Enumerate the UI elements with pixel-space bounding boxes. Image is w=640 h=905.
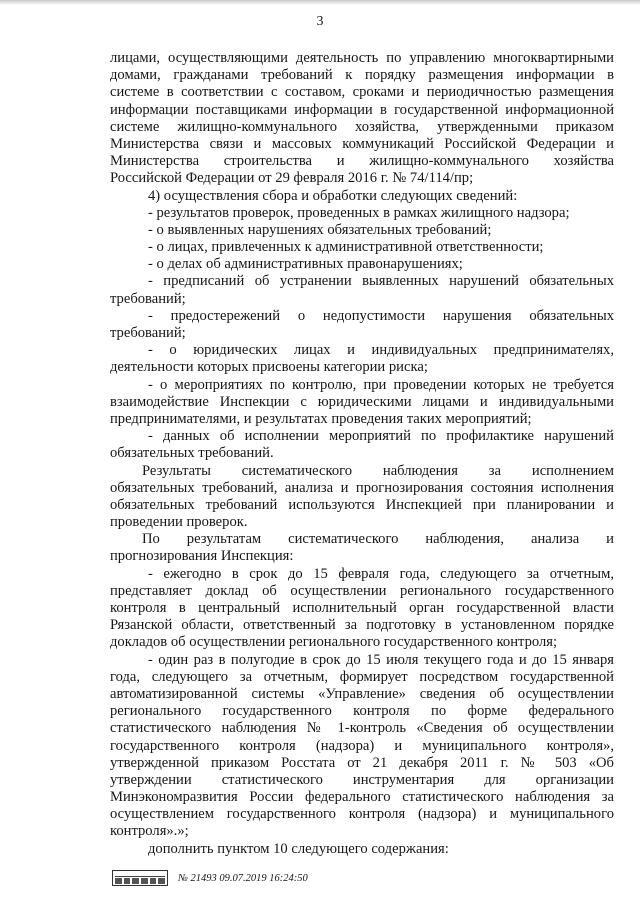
text-line: - один раз в полугодие в срок до 15 июля текущего года и до 15 января: [148, 651, 614, 668]
text-line: утверждении статистического инструментария для организации: [110, 771, 614, 788]
text-line: Министерства строительства и жилищно-коммунального хозяйства: [110, 153, 614, 170]
text-line: Минэкономразвития России федерального статистического наблюдения за: [110, 789, 614, 806]
text-line: - результатов проверок, проведенных в рамках жилищного надзора;: [148, 204, 570, 221]
text-line: домами, гражданами требований к порядку размещения информации в: [110, 67, 614, 84]
text-line: По результатам систематического наблюдения, анализа и: [142, 531, 614, 548]
text-line: контроля».»;: [110, 823, 189, 840]
text-line: требований;: [110, 290, 186, 307]
text-line: - данных об исполнении мероприятий по профилактике нарушений: [148, 428, 614, 445]
text-line: деятельности которых присвоены категории риска;: [110, 359, 428, 376]
text-line: системе в соответствии с составом, сроками и периодичностью размещения: [110, 84, 614, 101]
text-line: осуществлением государственного контроля (надзора) и муниципального: [110, 806, 614, 823]
text-line: 4) осуществления сбора и обработки следующих сведений:: [148, 187, 518, 204]
text-line: взаимодействие Инспекции с юридическими лицами и индивидуальными: [110, 393, 614, 410]
text-line: требований;: [110, 325, 186, 341]
text-line: обязательных требований, анализа и прогнозирования состояния исполнения: [110, 479, 614, 496]
text-line: автоматизированной системы «Управление» сведения об осуществлении: [110, 685, 614, 702]
text-line: утвержденной приказом Росстата от 21 декабря 2011 г. № 503 «Об: [110, 754, 614, 771]
text-line: обязательных требований используются Инспекцией при планировании и: [110, 496, 614, 513]
text-line: - о юридических лицах и индивидуальных предпринимателях,: [148, 342, 614, 359]
text-line: обязательных требований.: [110, 445, 274, 462]
text-line: - о мероприятиях по контролю, при проведении которых не требуется: [148, 376, 614, 393]
scan-edge: [0, 0, 640, 5]
text-line: - предостережений о недопустимости нарушения обязательных: [148, 307, 614, 324]
text-line: предпринимателями, и результатах проведения таких мероприятий;: [110, 410, 532, 427]
text-line: - о выявленных нарушениях обязательных требований;: [148, 221, 492, 238]
registration-stamp-icon: [112, 870, 168, 886]
text-line: - предписаний об устранении выявленных нарушений обязательных: [148, 273, 614, 290]
text-line: дополнить пунктом 10 следующего содержания:: [148, 840, 449, 857]
text-line: - о делах об административных правонарушениях;: [148, 256, 463, 273]
document-body: [110, 50, 614, 858]
registration-number: № 21493 09.07.2019 16:24:50: [178, 872, 308, 884]
text-line: - ежегодно в срок до 15 февраля года, следующего за отчетным,: [148, 565, 614, 582]
text-line: представляет доклад об осуществлении регионального государственного: [110, 582, 614, 599]
text-line: регионального государственного контроля по форме федерального: [110, 703, 614, 720]
text-line: докладов об осуществлении регионального государственного контроля;: [110, 634, 558, 651]
text-line: Рязанской области, ответственный за подготовку в установленном порядке: [110, 617, 614, 634]
text-line: Российской Федерации от 29 февраля 2016 г. № 74/114/пр;: [110, 170, 474, 187]
text-line: - о лицах, привлеченных к административной ответственности;: [148, 239, 544, 256]
text-line: контроля в центральный исполнительный орган государственной власти: [110, 600, 614, 616]
text-line: Министерства связи и массовых коммуникаций Российской Федерации и: [110, 135, 614, 152]
text-line: государственного контроля (надзора) и муниципального контроля»,: [110, 737, 614, 754]
text-line: статистического наблюдения № 1-контроль «Сведения об осуществлении: [110, 720, 614, 737]
text-line: информации поставщиками информации в государственной информационной: [110, 101, 614, 118]
text-line: прогнозирования Инспекция:: [110, 548, 294, 565]
text-line: Результаты систематического наблюдения за исполнением: [142, 462, 614, 479]
document-footer: [112, 868, 308, 888]
page-number: 3: [316, 14, 324, 29]
text-line: лицами, осуществляющими деятельность по управлению многоквартирными: [110, 50, 614, 66]
text-line: системе жилищно-коммунального хозяйства, утвержденными приказом: [110, 118, 614, 135]
text-line: года, следующего за отчетным, формирует посредством государственной: [110, 668, 614, 685]
text-line: проведении проверок.: [110, 514, 248, 531]
